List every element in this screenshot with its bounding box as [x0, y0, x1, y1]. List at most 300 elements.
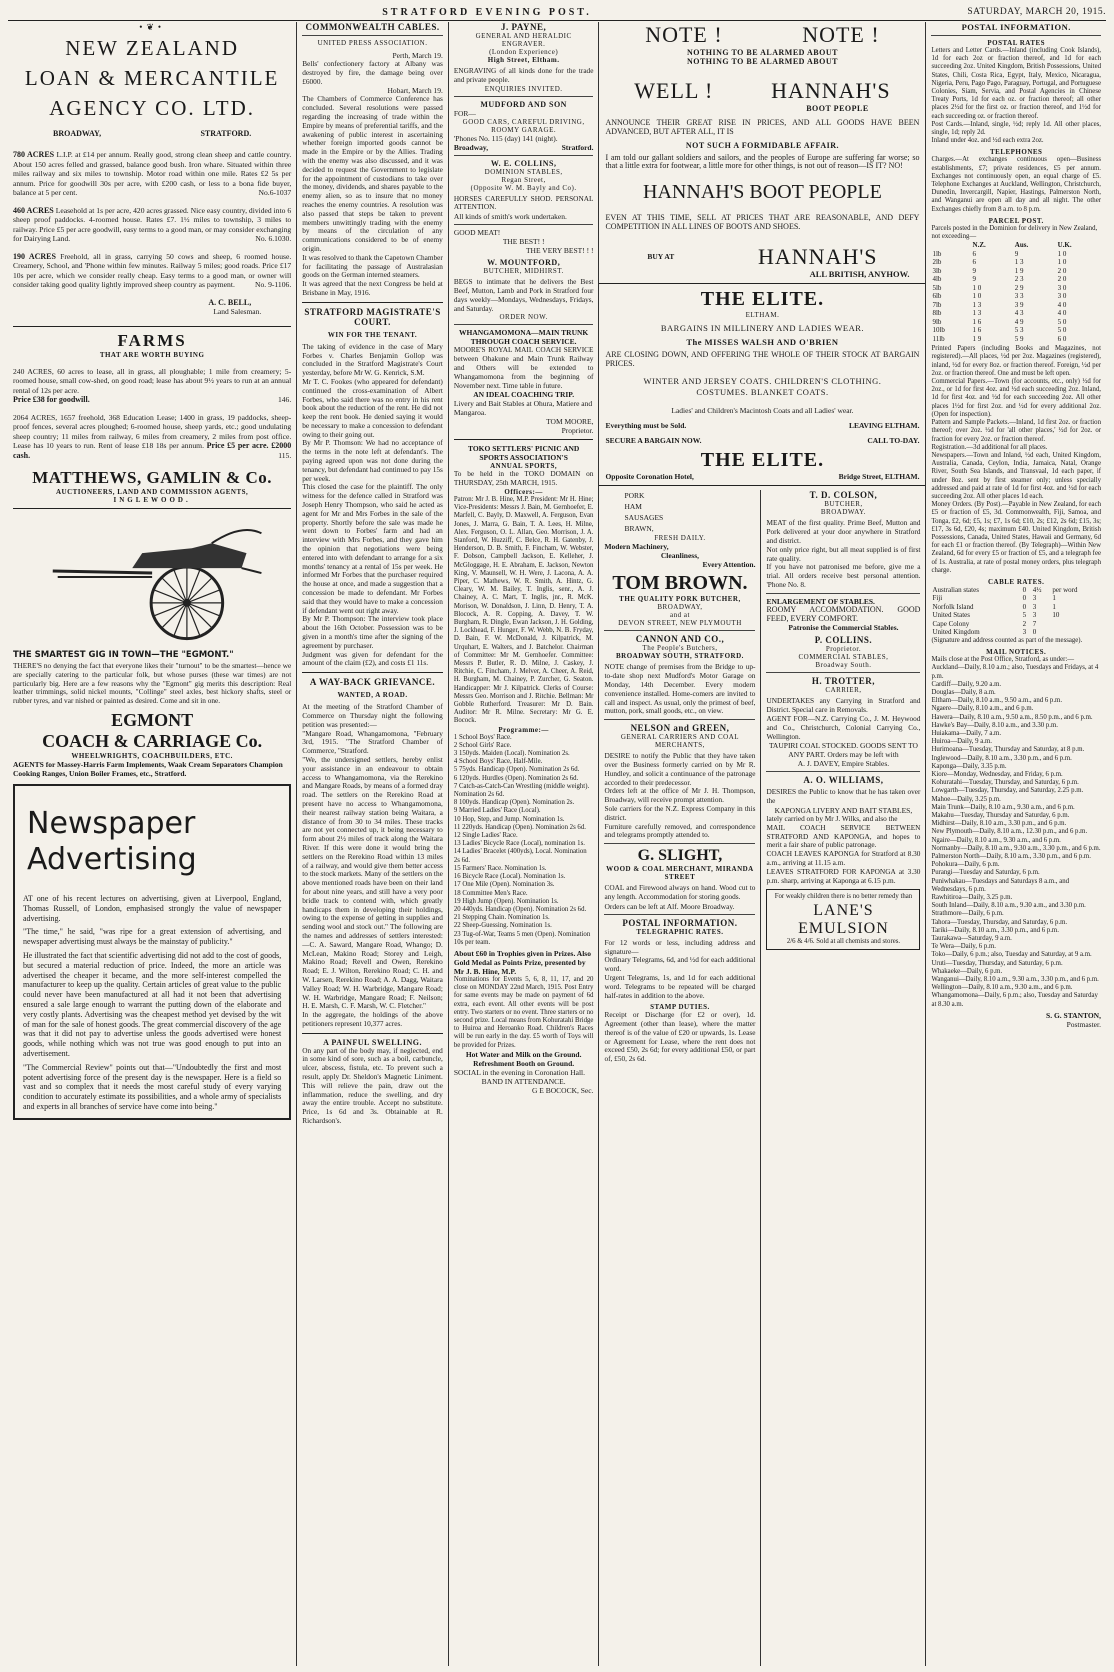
mail-item: Rawhitiroa—Daily, 3.25 p.m. [931, 894, 1013, 902]
mail-coach: MAIL COACH SERVICE BETWEEN STRATFORD AND KAPONGA, and hopes to merit a fair share of public patronage. [766, 822, 921, 850]
hannahs: HANNAH'S [771, 78, 891, 103]
hannahs-boot-people: HANNAH'S BOOT PEOPLE [643, 181, 882, 204]
kaponga-stables: KAPONGA LIVERY AND BAIT STABLES, [774, 805, 913, 815]
cable-cell: Fiji [932, 594, 943, 603]
parcel-cell: 1 6 [972, 326, 982, 335]
grievance-heading: A WAY-BACK GRIEVANCE. [309, 677, 436, 688]
united-press: UNITED PRESS ASSOCIATION. [317, 39, 428, 47]
grievance-sub: WANTED, A ROAD. [337, 691, 408, 700]
stamp-text: Receipt or Discharge (for £2 or over), 1d. Agreement (other than lease), where the matter thereof is of the value of £20 or upwards, 1s. Lease or Agreement for Lease, where the rent does not exceed £50, 2s 6d; for every additional £50, or part of, £50, 2s 6d. [604, 1010, 756, 1064]
nz-loan-title-2: LOAN & MERCANTILE [24, 66, 280, 90]
table-row [931, 586, 1101, 595]
tom-loc: BROADWAY, [657, 603, 703, 612]
gig-text: THERE'S no denying the fact that everyone likes their "turnout" to be the smartest—hence we are specially catering to the particular folk, but whose purses (these war times) are not particularly big. Here are a few reasons why the "Egmont" gig merits this description: Real leather trimmings, solid nickel mounts, "Collinge" steel axles, best hickory shafts, steel or rubber tyres, and var nished or painted as desired. Come and sit in one. [13, 661, 292, 706]
mail-item: Eltham—Daily, 8.10 a.m., 9.50 a.m., and 6 p.m. [931, 697, 1063, 705]
mail-item: Pohokura—Daily, 6 p.m. [931, 861, 1000, 869]
parcel-cell: 1 3 [1014, 258, 1024, 267]
bargains: BARGAINS IN MILLINERY AND LADIES WEAR. [660, 322, 865, 333]
colson-sub: BUTCHER, [824, 500, 863, 509]
pcollins-name: P. COLLINS. [814, 635, 873, 646]
elite-loc: ELTHAM. [745, 310, 780, 319]
swelling-text: On any part of the body may, if neglected, end in some kind of sore, such as a boil, carbuncle, ulcer, abscess, fistula, etc. To prevent such a result, apply Dr. Sheldon's Magnetic Liniment. This will relieve the pain, draw out the inflammation, reduce the swelling, and dry away the entire trouble. Accept no substitute. Price, 1s 6d and 3s. Obtainable at R. Richardson's. [302, 1045, 443, 1126]
elite-ad [599, 288, 925, 482]
postal-heading-2: POSTAL INFORMATION. [622, 917, 738, 928]
post-cards: Post Cards.—Inland, single, ½d; reply 1d. All other places, single, 1d; reply 2d. [931, 120, 1101, 137]
mail-item: Tahora—Tuesday, Thursday, and Saturday, 6 p.m. [931, 918, 1068, 926]
cable-cell: 1 [1052, 602, 1056, 611]
court-para-6: Judgment was given for defendant for the amount of the claim (£2), and costs £1 11s. [302, 649, 443, 668]
cable-cell: 3 [1032, 611, 1037, 620]
nelson-furniture: Furniture carefully removed, and correspondence and telegrams promptly attended to. [604, 821, 756, 840]
mail-item: Inglewood—Daily, 8.10 a.m., 3.30 p.m., and 6 p.m. [931, 754, 1072, 762]
parcel-cell: 3lb [932, 266, 942, 275]
postal-info-title: POSTAL INFORMATION. [961, 22, 1071, 32]
news-under: Inland under 4oz. and ½d each extra 2oz. [931, 137, 1044, 145]
column-2 [297, 22, 449, 1666]
parcel-cell: 4lb [932, 275, 942, 284]
closing-down: ARE CLOSING DOWN, AND OFFERING THE WHOLE OF THEIR STOCK AT BARGAIN PRICES. [605, 349, 920, 368]
coach-leaves-stratford: LEAVES STRATFORD FOR KAPONGA at 3.30 p.m. sharp, arriving at Kaponga at 6.15 p.m. [766, 866, 921, 885]
mudford-phone: 'Phones No. 115 (day) 141 (night). [453, 133, 558, 143]
nz-loan-title-1: NEW ZEALAND [65, 36, 240, 60]
perth-date: Perth, March 19. [392, 51, 443, 60]
table-row [931, 301, 1101, 310]
mountford-sub: BUTCHER, MIDHIRST. [483, 267, 564, 276]
moore-role: Proprietor. [561, 426, 594, 436]
meat-2: THE BEST! ! [502, 237, 545, 247]
lanes-emulsion: LANE'S EMULSION [798, 901, 889, 937]
commercial-loc: Broadway South. [815, 661, 872, 670]
road-para-2: "Mangare Road, Whangamomona, "February 3rd, 1915. "The Stratford Chamber of Commerce, "Stratford. [302, 728, 443, 756]
mail-item: Kaponga—Daily, 3.35 p.m. [931, 762, 1007, 770]
magistrate-sub: WIN FOR THE TENANT. [327, 330, 418, 339]
trotter-role: CARRIER, [825, 686, 862, 695]
parcel-cell: 1 0 [972, 292, 982, 301]
cleanliness: Cleanliness, [660, 551, 700, 561]
masthead-date: SATURDAY, MARCH 20, 1915. [967, 7, 1106, 17]
parcel-cell: 10lb [932, 326, 945, 335]
meat-3: THE VERY BEST! ! ! [525, 246, 594, 256]
bridge-street: Bridge Street, ELTHAM. [838, 472, 920, 482]
cable-note: (Signature and address counted as part of the message). [931, 636, 1083, 644]
cannon-name: CANNON AND CO., [635, 634, 725, 645]
mail-item: Lowgarth—Tuesday, Thursday, and Saturday, 2.25 p.m. [931, 787, 1084, 795]
table-row [931, 292, 1101, 301]
secretary: G E BOCOCK, Sec. [531, 1085, 594, 1095]
masthead [8, 4, 1106, 21]
patterns: Pattern and Sample Packets.—Inland, 1d first 2oz. or fraction thereof; over 2oz. ½d for 'all other places,' ½d for 2oz. or fraction for every 2oz. or fraction thereof. [931, 419, 1101, 443]
mail-item: Strathmore—Daily, 6 p.m. [931, 910, 1004, 918]
stamp-duties: STAMP DUTIES. [650, 1003, 710, 1012]
programme-event: 12 Single Ladies' Race. [453, 832, 518, 840]
mountford-text: BEGS to intimate that he delivers the Best Beef, Mutton, Lamb and Pork in Stratford four days weekly—Mondays, Wednesdays, Fridays, and Saturday. [453, 277, 594, 313]
newspapers-rates: Newspapers.—Town and Inland, ½d each, United Kingdom, Australia, Canada, Ceylon, India, Jamaica, Natal, Orange River, South Sea Islands, and Transvaal, 1d each paper, if under 8oz. sent by first steamer only; unless specially addressed and paid at rate of 1d for first 4oz. and ½d for each succeeding 2oz. All other places 1d each. [931, 451, 1101, 500]
hannahs-ad [599, 22, 925, 279]
every-attention: Every Attention. [702, 560, 756, 570]
coach-ideal: AN IDEAL COACHING TRIP. [473, 390, 575, 400]
parcel-col-header: N.Z. [972, 241, 986, 250]
williams-name: A. O. WILLIAMS, [803, 775, 884, 786]
road-para-4: In the aggregate, the holdings of the above petitioners represent 10,377 acres. [302, 1010, 443, 1028]
commercial-stables: COMMERCIAL STABLES, [798, 653, 889, 662]
registration: Registration.—3d additional for all places. [931, 443, 1048, 451]
parcel-col-header [931, 241, 971, 250]
tele-text: For 12 words or less, including address and signature— [604, 937, 756, 956]
programme-event: 14 Ladies' Bracelet (400yds), Local. Nomination 2s 6d. [453, 848, 587, 864]
programme-event: 22 Sheep-Guessing. Nomination 1s. [453, 922, 552, 930]
parcel-col-header: Aus. [1014, 241, 1029, 250]
mail-item: Kohuratahi—Tuesday, Thursday, and Saturday, 6 p.m. [931, 779, 1079, 787]
parcel-cell: 1 6 [972, 317, 982, 326]
walsh-obrien: The MISSES WALSH AND O'BRIEN [686, 336, 839, 347]
perth-text: Bells' confectionery factory at Albany was destroyed by fire, the damage being over £6000. [302, 59, 443, 86]
trophies: About £60 in Trophies given in Prizes. Also Gold Medal as Points Prize, presented by Mr J. B. Hine, M.P. [453, 948, 591, 976]
programme-event: 21 Stepping Chain. Nomination 1s. [453, 914, 550, 922]
moore-name: TOM MOORE, [546, 417, 594, 427]
payne-exp: (London Experience) [489, 48, 559, 56]
mail-item: Makahu—Tuesday, Thursday and Saturday, 6 p.m. [931, 812, 1070, 820]
table-row [931, 284, 1101, 293]
parcel-cell: 2 0 [1057, 275, 1067, 284]
collins-sub: DOMINION STABLES, [484, 167, 563, 176]
listing-1: 780 ACRES L.I.P. at £14 per annum. Really good, strong clean sheep and cattle country. About 150 acres felled and grassed, balance good bush. Iron whare. Situated within three miles railway and six miles to township. Motor road within one mile. Rates £2 5s per annum. Price for goodwill 30s per acre, with £200 cash, or less to a bona fide buyer, balance at 5 per cent. No.6-1037 [13, 150, 292, 197]
collins-name: W. E. COLLINS, [490, 158, 557, 168]
coach-text: MOORE'S ROYAL MAIL COACH SERVICE between Ohakune and Main Trunk Railway and Others will be extended to Whangamomona from the beginning of November next. Time table in future. [453, 345, 594, 390]
parcel-cell: 3 9 [1014, 300, 1024, 309]
programme-event: 8 100yds. Handicap (Open). Nomination 2s. [453, 799, 575, 807]
leaving-eltham: LEAVING ELTHAM. [849, 421, 920, 431]
agent-role: Land Salesman. [213, 306, 262, 316]
farms-title: FARMS [117, 330, 187, 350]
commercial-papers: Commercial Papers.—Town (for accounts, etc., only) ½d for 2oz., or 1d for first 4oz. and ½d each succeeding 2oz. Inland, 1d for first 4oz. and ½d for each succeeding 2oz. All other places 1½d for first 2oz. and ½d for every additional 2oz. (Open for inspection). [931, 378, 1101, 418]
table-row [931, 258, 1101, 267]
patronise: Patronise the Commercial Stables. [788, 623, 899, 633]
not-such: NOT SUCH A FORMIDABLE AFFAIR. [685, 140, 839, 150]
elite-title-2: THE ELITE. [700, 449, 825, 472]
column-3 [449, 22, 600, 1666]
programme-event: 15 Farmers' Race. Nomination 1s. [453, 864, 547, 872]
order-now: ORDER NOW. [499, 313, 548, 322]
tele-ordinary: Ordinary Telegrams, 6d, and ½d for each additional word. [604, 955, 756, 974]
parcel-cell: 11lb [932, 334, 945, 343]
programme-event: 1 School Boys' Race. [453, 733, 512, 741]
columns [8, 22, 1106, 1666]
matthews-gamlin: MATTHEWS, GAMLIN & Co. [32, 468, 272, 487]
tom-sub: THE QUALITY PORK BUTCHER, [619, 595, 741, 604]
printed-papers: Printed Papers (including Books and Magazines, not registered).—All places, ½d per 2oz. Magazines (registered), inland, ½d for every 8oz. or fraction thereof. Foreign, ½d per 2oz. or fraction thereof. One and must be left open. [931, 345, 1101, 377]
coach-livery: Livery and Bait Stables at Ohura, Matiere and Mangaroa. [453, 399, 593, 418]
table-row [931, 275, 1101, 284]
mail-item: South Inland—Daily, 8.10 a.m., 9.30 a.m., and 3.30 p.m. [931, 902, 1086, 910]
toko-sub: ANNUAL SPORTS, [490, 462, 558, 471]
cable-cell: 4½ [1032, 585, 1042, 594]
parcel-cell: 7lb [932, 300, 942, 309]
adv-para-4: "The Commercial Review" points out that—"Undoubtedly the first and most potent advertising force of the present day is the newspaper. Here is a field so vast and so complex that it needs the most careful study of every varying condition to accurately estimate its possibilities, and a whole army of specialists and experts in all branches of service have come into being." [23, 1062, 282, 1111]
nominations: Nominations for Events 5, 6, 8, 11, 17, and 20 close on MONDAY 22nd March, 1915. Post Entry for same events may be made on payment of 6d extra, each event. All other events will be post entry. Two starters or no event. Three starters or no second prize. Local means from Kohuratahi Bridge to Huiroa and Heroanko Road. Children's Races will be run early in the day. £5 worth of Toys will be provided for Prizes. [453, 975, 594, 1049]
macintosh: Ladies' and Children's Macintosh Coats and all Ladies' wear. [671, 406, 854, 416]
colson-loc: BROADWAY. [820, 508, 867, 517]
programme-heading: Programme:— [498, 725, 549, 734]
court-para-2: Mr T. C. Fookes (who appeared for defendant) continued the cross-examination of Albert Forbes, who said there was no entry in his rent book about the reduction of the rent. He did not keep the rent book. He denied saying it would be necessary to make a concession to defendant owing to their going out. [302, 376, 443, 439]
parcel-cell: 9 [972, 275, 977, 284]
hobart-text-2: It was resolved to thank the Capetown Chamber for facilitating the passage of Australasian goods on the German interned steamers. [302, 252, 443, 280]
parcel-cell: 5lb [932, 283, 942, 292]
parcel-cell: 1 0 [1057, 258, 1067, 267]
agent-name: A. C. BELL, [208, 297, 252, 307]
parcel-cell: 6 0 [1057, 334, 1067, 343]
cable-cell: 3 [1022, 628, 1027, 637]
cable-table [931, 586, 1101, 637]
machinery: Modern Machinery, [604, 542, 669, 552]
cable-cell: Australian states [932, 585, 979, 594]
programme-event: 10 Hop, Step, and Jump. Nomination 1s. [453, 815, 565, 823]
toko-when: To be held in the TOKO DOMAIN on THURSDAY, 25th MARCH, 1915. [453, 469, 594, 488]
social: SOCIAL in the evening in Coronation Hall. [453, 1067, 586, 1077]
mail-item: Wanganui—Daily, 8.10 a.m., 9.30 a.m., 3.30 p.m., and 6 p.m. [931, 976, 1099, 984]
slight-name: G. SLIGHT, [637, 847, 723, 865]
mail-item: Main Trunk—Daily, 8.10 a.m., 9.30 a.m., and 6 p.m. [931, 803, 1075, 811]
center-section [599, 22, 926, 1666]
coach-leaves-kaponga: COACH LEAVES KAPONGA for Stratford at 8.30 a.m., arriving at 11.15 a.m. [766, 849, 921, 867]
mail-item: Huiakama—Daily, 7 a.m. [931, 729, 1002, 737]
cable-cell: 10 [1052, 611, 1060, 620]
payne-enquiries: ENQUIRIES INVITED. [484, 84, 563, 93]
programme-event: 4 School Boys' Race, Half-Mile. [453, 758, 543, 766]
programme-event: 9 Married Ladies' Race (Local). [453, 807, 541, 815]
table-row [931, 326, 1101, 335]
parcel-cell: 1 0 [1057, 249, 1067, 258]
enlargement: ENLARGEMENT OF STABLES. [766, 596, 875, 606]
cable-cell: 1 [1052, 594, 1056, 603]
coach-heading: WHANGAMOMONA—MAIN TRUNK THROUGH COACH SERVICE. [459, 328, 589, 347]
egmont-title: EGMONT [111, 709, 194, 730]
mail-item: Auckland—Daily, 8.10 a.m.; also, Tuesdays and Fridays, at 4 p.m. [931, 664, 1099, 680]
hobart-date: Hobart, March 19. [387, 86, 443, 96]
cable-cell: 3 [1032, 594, 1037, 603]
mail-item: Tariki—Daily, 8.10 a.m., 3.30 p.m., and 6 p.m. [931, 926, 1059, 934]
parcel-cell: 2 3 [1014, 275, 1024, 284]
mail-item: Normanby—Daily, 8.10 a.m., 9.30 a.m., 3.30 p.m., and 6 p.m. [931, 844, 1101, 852]
farms-sub: THAT ARE WORTH BUYING [99, 350, 205, 359]
parcel-cell: 5 9 [1014, 334, 1024, 343]
mail-item: New Plymouth—Daily, 8.10 a.m., 12.30 p.m., and 6 p.m. [931, 828, 1088, 836]
advertising-title: Newspaper Advertising [27, 805, 197, 877]
advertising-box [13, 784, 291, 1120]
road-para-1: At the meeting of the Stratford Chamber of Commerce on Thursday night the following petition was presented:— [302, 702, 443, 729]
magistrate-heading: STRATFORD MAGISTRATE'S COURT. [304, 306, 441, 327]
mountford-name: W. MOUNTFORD, [487, 258, 561, 268]
adv-para-1: AT one of his recent lectures on advertising, given at Liverpool, England, Thomas Russell, of London, emphasised strongly the value of newspaper advertising. [23, 893, 282, 923]
adv-para-2: "The time," he said, "was ripe for a great extension of advertising, and newspaper advertising must always be the mainstay of publicity." [23, 927, 282, 947]
mail-item: Cardiff—Daily, 9.20 a.m. [931, 680, 1002, 688]
matthews-loc: INGLEWOOD. [113, 496, 191, 504]
enlargement-text: ROOMY ACCOMMODATION. GOOD FEED, EVERY COMFORT. [766, 604, 921, 623]
masthead-title: STRATFORD EVENING POST. [382, 6, 592, 18]
mail-item: Puniwhakau—Tuesdays and Saturdays 8 a.m., and Wednesdays, 6 p.m. [931, 877, 1070, 893]
collins-addr: Regan Street, [501, 175, 546, 184]
programme-event: 23 Tug-of-War, Teams 5 men (Open). Nomination 10s per team. [453, 930, 591, 946]
collins-text: HORSES CAREFULLY SHOD. PERSONAL ATTENTION. [453, 193, 594, 212]
table-row [931, 309, 1101, 318]
mail-item: Hawke's Bay—Daily, 8.10 a.m., and 3.30 p.m. [931, 721, 1058, 729]
pork: PORK [624, 491, 645, 501]
parcel-cell: 6 [972, 249, 977, 258]
parcel-cell: 9 [972, 266, 977, 275]
lane-top: For weakly children there is no better remedy than [774, 893, 913, 901]
parcel-cell: 1 0 [972, 283, 982, 292]
farm-1: 240 ACRES, 60 acres to lease, all in grass, all ploughable; 1 mile from creamery; 5-roomed house, small cow-shed, on good road; lease has about 9½ years to run at an annual rental of 12s per acre. Price £38 for goodwill. 146. [13, 366, 292, 404]
cable-cell: Cape Colony [932, 619, 970, 628]
court-para-3: By Mr P. Thomson: We had no acceptance of the terms in the note left at defendant's. The paying agreed upon was not done during the tenancy, but defendant had continued to pay 15s per week. [302, 438, 443, 483]
nelson-agents: Sole carriers for the N.Z. Express Company in this district. [604, 803, 756, 822]
winter-coats: WINTER AND JERSEY COATS. CHILDREN'S CLOTHING. COSTUMES. BLANKET COATS. [643, 376, 882, 398]
trotter-text: UNDERTAKES any Carrying in Stratford and District. Special care in Removals. [766, 696, 921, 715]
hot-water: Hot Water and Milk on the Ground. Refreshment Booth on Ground. [465, 1049, 582, 1068]
told: I am told our gallant soldiers and sailors, and the peoples of Europe are suffering far worse; so that a little extra for footwear, a little more for other things, is not out of reason—IS IT? NO! [605, 152, 920, 171]
lane-bottom: 2/6 & 4/6. Sold at all chemists and stores. [786, 937, 901, 945]
location-left: BROADWAY, [53, 129, 102, 138]
parcel-cell: 3 3 [1014, 292, 1024, 301]
table-row [931, 620, 1101, 629]
programme-event: 17 One Mile (Open). Nomination 3s. [453, 881, 555, 889]
toko-heading: TOKO SETTLERS' PICNIC AND SPORTS ASSOCIATION'S [467, 444, 580, 463]
parcel-cell: 4 0 [1057, 309, 1067, 318]
table-row [931, 267, 1101, 276]
call-today: CALL TO-DAY. [867, 436, 920, 446]
table-row [931, 335, 1101, 344]
secure-bargain: SECURE A BARGAIN NOW. [605, 436, 702, 446]
parcel-cell: 1 9 [972, 334, 982, 343]
sausages: SAUSAGES [624, 513, 664, 523]
payne-loc: High Street, Eltham. [487, 56, 560, 64]
opposite-coronation: Opposite Coronation Hotel, [605, 472, 694, 482]
meat-1: GOOD MEAT! [453, 228, 501, 238]
mail-list [931, 664, 1101, 1009]
parcel-cell: 6 [972, 258, 977, 267]
slight-text: COAL and Firewood always on hand. Wood cut to any length. Accommodation for storing goods. [604, 883, 756, 901]
colson-price: Not only price right, but all meat supplied is of first rate quality. [766, 544, 921, 563]
parcel-cell: 2 9 [1014, 283, 1024, 292]
commonwealth-cables-heading: COMMONWEALTH CABLES. [305, 22, 440, 32]
colson-name: T. D. COLSON, [809, 490, 878, 501]
payne-text: ENGRAVING of all kinds done for the trade and private people. [453, 66, 594, 84]
parcel-cell: 9 [1014, 249, 1019, 258]
parcel-cell: 1 3 [972, 309, 982, 318]
table-row [931, 603, 1101, 612]
listing-3: 190 ACRES Freehold, all in grass, carrying 50 cows and sheep, 6 roomed house. Creamery, School, and 'Phone within few minutes. Railway 5 miles; good roads. Price £17 10s per acre, which we consider really cheap. Easy terms to a good man, or owner will consider taking good quality lightly improved sheep country as payment. No. 9-1106. [13, 251, 292, 289]
parcel-cell: 2 0 [1057, 266, 1067, 275]
matthews-sub: AUCTIONEERS, LAND AND COMMISSION AGENTS, [55, 488, 249, 496]
officers-heading: Officers:— [504, 487, 543, 496]
stanton-role: Postmaster. [1066, 1019, 1101, 1029]
road-para-3: "We, the undersigned settlers, hereby enlist your assistance in an endeavour to obtain access to Whangamomona, via the Rerekino and Mangare Roads, by means of a formed dray road. The settlers on the Rerekino Road at present have no access to Whangamomona, their nearest railway station being Waitara, a distance of from 30 to 34 miles. These tracks are not yet connected up, it being necessary to form about 2½ miles of track along the Waitara River. If this were done it would bring the settlers on the Rerekino Road within 13 miles of a railway, and would give them better access to the stock markets. Many of the settlers on the above mentioned roads have been on their land for about nine years, and still have a very poor bridle track to contend with, which greatly handicaps them in developing their holdings, owing to the expense of getting in supplies and sending wool and stock out." The following are the names and addresses of settlers interested:—C. A. Saward, Mangare Road, Whango; D. McLean, Makino Road; Storey and Leigh, Makino Road; Revell and Owen, Rerekino Road; E. J. Wilton, Rerekino Road; C. H. and W. Larsen, Rerekino Road; A. A. Dagg, Waitara Valley Road; W. H. Warbridge, Mangare Road; W. H. Warbridge, Mangare Road; F. Neilson; H. E. Marsh, C. F. Marsh, W. C. Fletcher." [302, 754, 443, 1011]
cable-cell: 5 [1022, 611, 1027, 620]
note-left: NOTE ! [645, 22, 723, 47]
court-para-1: The taking of evidence in the case of Mary Forbes v. Charles Benjamin Gollop was concluded in the Stratford Magistrate's Court yesterday, before Mr W. G. Kenrick, S.M. [302, 341, 443, 378]
parcel-cell: 4 9 [1014, 317, 1024, 326]
tele-urgent: Urgent Telegrams, 1s, and 1d for each additional word. Telegrams to be repeated will be charged half-rates in addition to the above. [604, 972, 756, 1000]
mail-item: Kiore—Monday, Wednesday, and Friday, 6 p.m. [931, 771, 1063, 778]
tom-brown: TOM BROWN. [612, 572, 748, 595]
officers-text: Patron: Mr J. B. Hine, M.P. President: Mr H. Hine; Vice-Presidents: Messrs J. Bain, M. Gernhoefer, E. Marfell, C. Bayly, D. Maxwell, A. Ferguson, Evan Jones, J. Marra, G. Bain, T. A. Lees, H. Milne, Alex. Ferguson, O. L. Allan, Geo. Morrison, J. A. Stanford, W. Huzziff, C. Belce, R. H. Gatenby, J. Henderson, D. B. Smith, F. Fincham, W. Webster, F. Dobson, Campbell Jackson, E. Kelleher, J. McGloggage, H. E. Abraham, E. Jackson, Newton King, V. Maunsell, W. H. Were, J. Lacona, A. A. Piper, C. Mathews, W. R. Smith, A. Hintz, G. Cleary, W. M. Bailey, T. Inglis, senr., A. J. Chainey, A. C. Mart, T. Inglis, jnr., R. McK. Morison, W. Donaldson, J. Linn, D. Henry, T. A. Blocock, A. R. Copping, A. Davey, T. W. Burgham, R. Dingle, Ewan Jackson, J. H. Golding, J. Lockhead, F. Hunger, F. W. Webb, N. B. Fryday, D. Bain, F. W. McDonald, J. Kilpatrick, M. Urquhart, E. Walters, and J. Batchelor. Chairman of Committee: Mr M. Gernhoefer. Committee: Messrs P. Butler, R. D. Milne, J. Caskey, J. Ritchie, C. Fincham, J. Melver, A. Cheer, A. Reid, H. Burgham, M. Chainey, P. Zurcher, G. Seaton. Handicapper: Mr J. Kilpatrick. Clerks of Course: Messrs Geo. Morrison and J. Ritchie. Bellman: Mr Gobble Rutherford. Treasurer: Mr D. Bain. Auditor: Mr R. Milne. Secretary: Mr G. E. Bocock. [453, 495, 594, 725]
band: BAND IN ATTENDANCE. [481, 1076, 566, 1086]
brawn: BRAWN, [624, 524, 654, 534]
parcel-text: Parcels posted in the Dominion for delivery in New Zealand, not exceeding— [931, 224, 1098, 241]
column-6 [926, 22, 1106, 1666]
colson-text: MEAT of the first quality. Prime Beef, Mutton and Pork delivered at your door anywhere in Stratford and district. [766, 518, 921, 545]
programme-event: 13 Ladies' Bicycle Race (Local), nomination 1s. [453, 840, 585, 848]
table-row [931, 318, 1101, 327]
mail-item: Taurakawa—Saturday, 9 a.m. [931, 935, 1012, 943]
parcel-post: PARCEL POST. [988, 216, 1044, 225]
collins-opp: (Opposite W. M. Bayly and Co). [470, 183, 577, 192]
programme-event: 5 75yds. Handicap (Open). Nomination 2s 6d. [453, 766, 580, 774]
egmont-sub: WHEELWRIGHTS, COACHBUILDERS, ETC. [71, 751, 233, 760]
farm-2: 2064 ACRES, 1657 freehold, 368 Education Lease; 1400 in grass, 19 paddocks, sheep-proof fences, several acres ploughed; 6-roomed house, sheep yards, etc.; good undulating sheep country; 11 miles from railway, 6 miles from creamery, 2 miles from post office. Lease has 10 years to run. Rent of lease £18 18s per annum. Price £5 per acre. £2000 cash. 115. [13, 412, 292, 460]
alarm-2: NOTHING TO BE ALARMED ABOUT [686, 57, 838, 66]
stanton: S. G. STANTON, [1046, 1010, 1101, 1020]
mail-item: Mahoe—Daily, 3.25 p.m. [931, 795, 1001, 803]
money-orders: Money Orders. (By Post).—Payable in New Zealand, for each £5 or fraction of £5, 3d. Commonwealth, Fiji, Samoa, and Tonga, £2, 6d; £5, 1s; £7, 1s 6d; £10, 2s; £12, 2s 6d; £15, 3s; £17, 3s 6d, £20, 4s; maximum £40. United Kingdom, British Possessions, Canada, United States, Hawaii and Germany, 6d for each £1 or fraction thereof. (By Telegraph)—Within New Zealand, 6d for every £5 or fraction of £5, and a telegraph fee of 1s. Australia, at rate of postal money orders, plus telegraph charge. [931, 501, 1101, 574]
even-at-this-time: EVEN AT THIS TIME, SELL AT PRICES THAT ARE REASONABLE, AND DEFY COMPETITION IN ALL LINES OF BOOTS AND SHOES. [605, 213, 920, 231]
programme-event: 20 440yds. Handicap (Open). Nomination 2s 6d. [453, 905, 587, 913]
parcel-cell: 3 0 [1057, 283, 1067, 292]
trotter-name: H. TROTTER, [811, 676, 875, 687]
elite-title: THE ELITE. [700, 287, 825, 310]
egmont-title-2: COACH & CARRIAGE Co. [42, 730, 263, 751]
nelson-text: DESIRE to notify the Public that they have taken over the Business formerly carried on by Mr R. Hundley, and solicit a continuance of the patronage accorded to their predecessor. [604, 751, 756, 787]
telephones-heading: TELEPHONES [989, 148, 1043, 157]
mail-item: Wellington—Daily, 8.10 a.m., 9.30 a.m., and 6 p.m. [931, 984, 1073, 992]
tom-and-at: and at [669, 611, 690, 620]
table-row [931, 594, 1101, 603]
mudford-for: FOR— [453, 108, 476, 118]
fresh-daily: FRESH DAILY. [654, 534, 706, 543]
programme-event: 11 220yds. Handicap (Open). Nomination 2s 6d. [453, 823, 586, 831]
payne-sub: GENERAL AND HERALDIC ENGRAVER. [475, 32, 572, 48]
cable-cell [1051, 620, 1101, 629]
ornament: •❦• [139, 22, 166, 32]
mail-item: Hawera—Daily, 8.10 a.m., 9.50 a.m., 8.50 p.m., and 6 p.m. [931, 713, 1093, 721]
collins-smith: All kinds of smith's work undertaken. [453, 212, 567, 222]
cable-cell: 7 [1032, 619, 1037, 628]
nelson-sub: GENERAL CARRIERS AND COAL MERCHANTS, [620, 733, 740, 750]
adv-para-3: He illustrated the fact that scientific advertising did not add to the cost of goods, but secured a material reduction of price. Indeed, the more an article was advertised the cheaper it became, and the more self-interest compelled the manufacturer to keep up the quality. Certain articles of great value to the public could never have been manufactured at all had it not been that advertising ensured a sale large enough to warrant the putting down of the elaborate and very costly plants. Advertising was the cheapest method yet devised by the wit of man for the sale of honest goods. The great commercial discovery of the age was that it did not pay to advertise unless the goods advertised were honest goods, while nothing which was not true was good enough to put into an advertisement. [23, 950, 282, 1058]
nelson-name: NELSON and GREEN, [630, 723, 730, 734]
court-para-4: This closed the case for the plaintiff. The only witness for the defence called in Stratford was Joseph Henry Thompson, who said he acted as agent for Mr and Mrs Forbes in the sale of the property. Shortly before the sale was made he went down to Forbes' farm and had an interview with Mrs Forbes, and they gave him the opinion that negotiations were being entered into with defendant to arrange for a six months' tenancy at a rental of 15s per week. He informed Mr Forbes that the purchaser required the house at once, and made a suggestion that a concession be made to defendant. Mr Forbes said that they would have to make a concession if defendant went out right away. [302, 482, 443, 615]
boot-people: BOOT PEOPLE [806, 104, 869, 113]
cable-cell: 3 [1032, 602, 1037, 611]
parcel-col-header: U.K. [1057, 241, 1072, 250]
parcel-cell: 5 0 [1057, 326, 1067, 335]
table-row [931, 611, 1101, 620]
mail-item: Whakaeke—Daily, 6 p.m. [931, 967, 1003, 975]
programme-event: 16 Bicycle Race (Local). Nomination 1s. [453, 873, 566, 881]
mail-item: Te Wera—Daily, 6 p.m. [931, 943, 996, 951]
mail-item: Huiroa—Daily, 9 a.m. [931, 738, 992, 746]
programme-event: 18 Committee Men's Race. [453, 889, 528, 897]
column-4 [599, 490, 761, 1666]
egmont-agents: AGENTS for Massey-Harris Farm Implements, Waak Cream Separators Champion Cooking Ranges, Union Boiler Frames, etc., Stratford. [13, 759, 283, 778]
mail-item: Ngaere—Daily, 8.10 a.m., and 6 p.m. [931, 705, 1034, 713]
mail-item: Uruti—Tuesday, Thursday, and Saturday, 6 p.m. [931, 959, 1063, 967]
slight-orders: Orders can be left at Alf. Moore Broadway. [604, 901, 735, 911]
colson-patron: If you have not patronised me before, give me a trial. All orders receive best personal attention. 'Phone No. 8. [766, 562, 921, 589]
parcel-cell: 4 0 [1057, 300, 1067, 309]
parcel-cell: 5 3 [1014, 326, 1024, 335]
mail-item: Douglas—Daily, 8 a.m. [931, 688, 996, 696]
mail-item: Toko—Daily, 6 p.m.; also, Tuesday and Saturday, at 9 a.m. [931, 951, 1092, 959]
